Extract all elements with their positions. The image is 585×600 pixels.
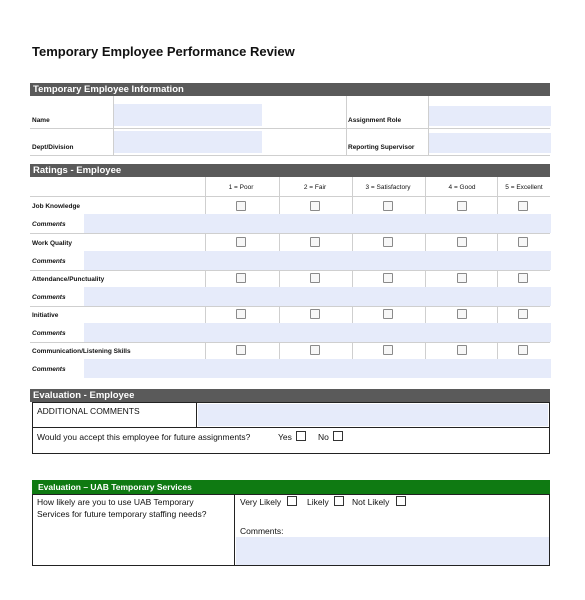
rating-checkbox-5[interactable] (518, 237, 528, 247)
section-header-info: Temporary Employee Information (30, 83, 550, 96)
reporting-supervisor-field[interactable] (429, 133, 551, 153)
likely-label: Likely (307, 497, 329, 507)
additional-comments-field[interactable] (198, 404, 548, 426)
not-likely-checkbox[interactable] (396, 496, 406, 506)
yes-checkbox[interactable] (296, 431, 306, 441)
rating-checkbox-4[interactable] (457, 237, 467, 247)
rating-scale-4: 4 = Good (448, 184, 476, 191)
section-header-ratings: Ratings - Employee (30, 164, 550, 177)
uab-question-line1: How likely are you to use UAB Temporary (37, 497, 194, 507)
comments-field[interactable] (84, 214, 551, 233)
rating-checkbox-3[interactable] (383, 309, 393, 319)
rating-checkbox-5[interactable] (518, 201, 528, 211)
rating-checkbox-1[interactable] (236, 237, 246, 247)
divider (428, 96, 429, 156)
divider (234, 494, 235, 566)
assignment-role-label: Assignment Role (348, 117, 402, 124)
comments-label: Comments (32, 366, 66, 373)
not-likely-label: Not Likely (352, 497, 390, 507)
name-field[interactable] (114, 104, 262, 126)
rating-checkbox-1[interactable] (236, 345, 246, 355)
divider (32, 427, 550, 428)
rating-checkbox-2[interactable] (310, 309, 320, 319)
reporting-supervisor-label: Reporting Supervisor (348, 144, 415, 151)
section-header-evaluation: Evaluation - Employee (30, 389, 550, 402)
name-label: Name (32, 117, 50, 124)
very-likely-label: Very Likely (240, 497, 282, 507)
uab-comments-label: Comments: (240, 526, 284, 536)
rating-checkbox-2[interactable] (310, 273, 320, 283)
divider (30, 270, 550, 271)
dept-division-field[interactable] (114, 131, 262, 153)
rating-checkbox-1[interactable] (236, 309, 246, 319)
category-label: Communication/Listening Skills (32, 348, 131, 355)
category-label: Attendance/Punctuality (32, 276, 105, 283)
yes-label: Yes (278, 432, 292, 442)
category-label: Initiative (32, 312, 59, 319)
divider (30, 128, 550, 129)
uab-comments-field[interactable] (236, 537, 549, 565)
rating-checkbox-1[interactable] (236, 201, 246, 211)
rating-checkbox-3[interactable] (383, 237, 393, 247)
comments-label: Comments (32, 294, 66, 301)
category-label: Job Knowledge (32, 203, 81, 210)
comments-field[interactable] (84, 287, 551, 306)
rating-checkbox-5[interactable] (518, 273, 528, 283)
comments-label: Comments (32, 258, 66, 265)
divider (196, 402, 197, 428)
comments-field[interactable] (84, 251, 551, 270)
rating-checkbox-4[interactable] (457, 309, 467, 319)
rating-scale-2: 2 = Fair (303, 184, 327, 191)
rating-checkbox-4[interactable] (457, 273, 467, 283)
divider (113, 96, 114, 156)
no-checkbox[interactable] (333, 431, 343, 441)
comments-label: Comments (32, 330, 66, 337)
comments-field[interactable] (84, 323, 551, 342)
rating-checkbox-5[interactable] (518, 345, 528, 355)
very-likely-checkbox[interactable] (287, 496, 297, 506)
additional-comments-label: ADDITIONAL COMMENTS (37, 406, 140, 416)
rating-checkbox-2[interactable] (310, 345, 320, 355)
rating-checkbox-5[interactable] (518, 309, 528, 319)
rating-scale-1: 1 = Poor (228, 184, 254, 191)
rating-checkbox-3[interactable] (383, 273, 393, 283)
rating-checkbox-2[interactable] (310, 237, 320, 247)
rating-checkbox-2[interactable] (310, 201, 320, 211)
rating-checkbox-1[interactable] (236, 273, 246, 283)
page-title: Temporary Employee Performance Review (32, 44, 295, 59)
divider (30, 196, 550, 197)
divider (30, 233, 550, 234)
assignment-role-field[interactable] (429, 106, 551, 126)
uab-question-line2: Services for future temporary staffing needs? (37, 509, 207, 519)
likely-checkbox[interactable] (334, 496, 344, 506)
section-header-uab: Evaluation – UAB Temporary Services (32, 480, 550, 494)
divider (30, 342, 550, 343)
comments-label: Comments (32, 221, 66, 228)
rating-scale-3: 3 = Satisfactory (365, 184, 411, 191)
future-assignments-question: Would you accept this employee for future assignments? (37, 432, 251, 442)
rating-scale-5: 5 = Excellent (505, 184, 543, 191)
rating-checkbox-3[interactable] (383, 345, 393, 355)
divider (346, 96, 347, 156)
divider (30, 155, 550, 156)
comments-field[interactable] (84, 359, 551, 378)
rating-checkbox-3[interactable] (383, 201, 393, 211)
dept-division-label: Dept/Division (32, 144, 74, 151)
rating-checkbox-4[interactable] (457, 201, 467, 211)
category-label: Work Quality (32, 240, 72, 247)
rating-checkbox-4[interactable] (457, 345, 467, 355)
no-label: No (318, 432, 329, 442)
divider (30, 306, 550, 307)
